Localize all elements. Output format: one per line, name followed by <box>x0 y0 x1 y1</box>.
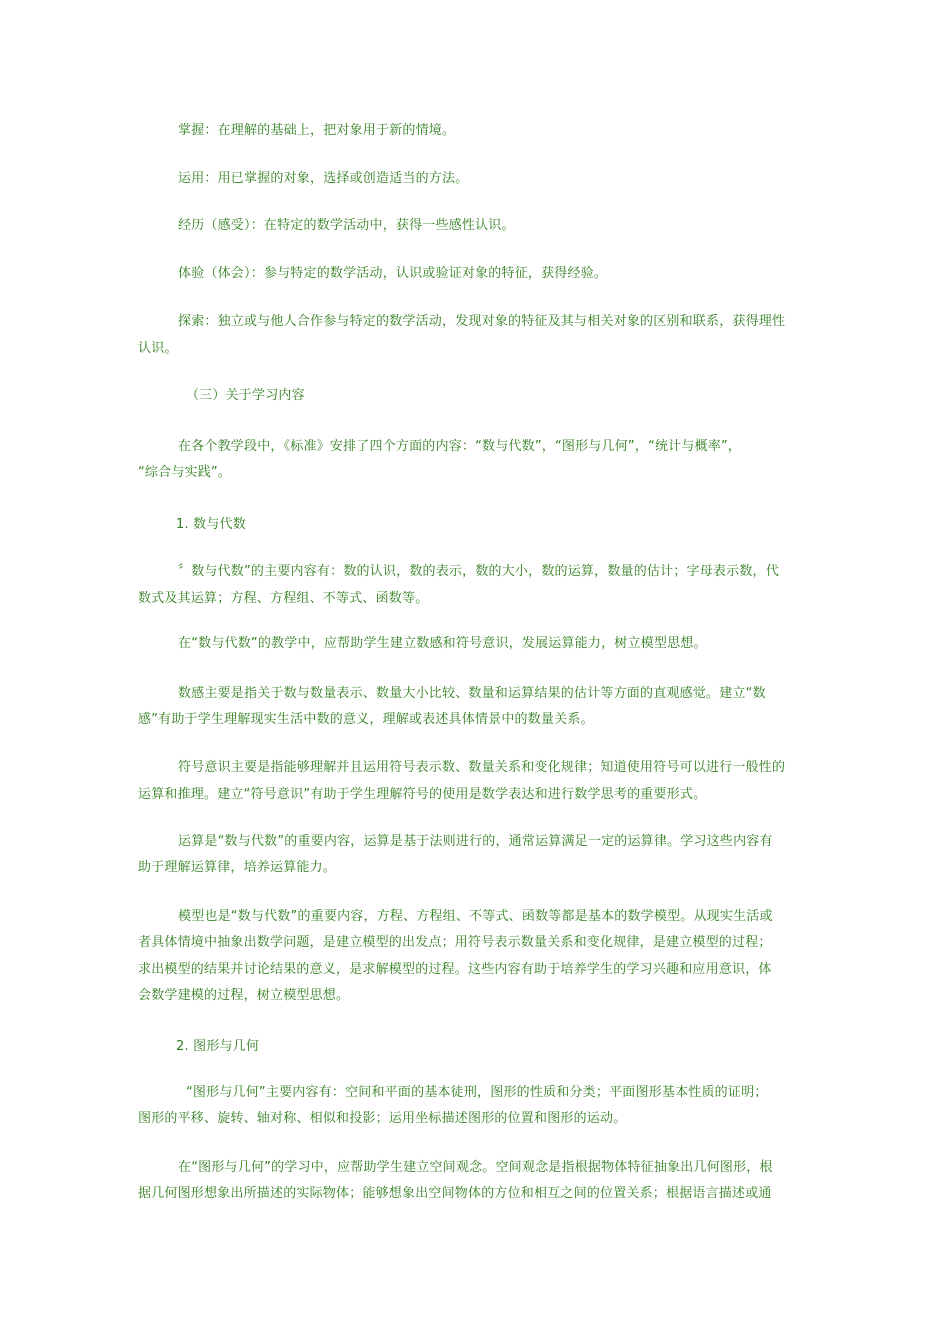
text-line: 在各个教学段中，《标准》安排了四个方面的内容：“数与代数”，“图形与几何”，“统计与概率”， <box>178 439 742 454</box>
text-line: 〞数与代数”的主要内容有：数的认识，数的表示，数的大小，数的运算，数量的估计；字母表示数，代 <box>178 564 779 579</box>
text-line: 会数学建模的过程，树立模型思想。 <box>138 988 350 1003</box>
text-line: 求出模型的结果并讨论结果的意义，是求解模型的过程。这些内容有助于培养学生的学习兴趣和应用意识，体 <box>138 962 772 977</box>
text-line: 运算和推理。建立“符号意识”有助于学生理解符号的使用是数学表达和进行数学思考的重要形式。 <box>138 787 707 802</box>
text-line: 掌握：在理解的基础上，把对象用于新的情境。 <box>178 123 456 138</box>
text-line: 探索：独立或与他人合作参与特定的数学活动，发现对象的特征及其与相关对象的区别和联系，获得理性 <box>178 314 786 329</box>
text-line: 图形的平移、旋转、轴对称、相似和投影；运用坐标描述图形的位置和图形的运动。 <box>138 1111 627 1126</box>
text-line: 助于理解运算律，培养运算能力。 <box>138 860 337 875</box>
text-line: “图形与几何”主要内容有：空间和平面的基本徒刑，图形的性质和分类；平面图形基本性质的证明； <box>186 1085 768 1100</box>
text-line: 经历（感受）：在特定的数学活动中，获得一些感性认识。 <box>178 218 515 233</box>
text-line: 模型也是“数与代数”的重要内容，方程、方程组、不等式、函数等都是基本的数学模型。从现实生活或 <box>178 909 773 924</box>
text-line: 在“数与代数”的教学中，应帮助学生建立数感和符号意识，发展运算能力，树立模型思想。 <box>178 636 707 651</box>
section-heading: （三）关于学习内容 <box>186 388 305 403</box>
text-line: 者具体情境中抽象出数学问题，是建立模型的出发点；用符号表示数量关系和变化规律，是建立模型的过程； <box>138 935 772 950</box>
text-line: 符号意识主要是指能够理解并且运用符号表示数、数量关系和变化规律；知道使用符号可以进行一般性的 <box>178 760 786 775</box>
text-line: 据几何图形想象出所描述的实际物体；能够想象出空间物体的方位和相互之间的位置关系；根据语言描述或通 <box>138 1186 772 1201</box>
text-line: 体验（体会）：参与特定的数学活动，认识或验证对象的特征，获得经验。 <box>178 266 608 281</box>
text-line: “综合与实践”。 <box>138 465 232 480</box>
text-line: 在“图形与几何”的学习中，应帮助学生建立空间观念。空间观念是指根据物体特征抽象出几何图形，根 <box>178 1160 773 1175</box>
subsection-heading: 1. 数与代数 <box>176 517 246 532</box>
text-line: 数感主要是指关于数与数量表示、数量大小比较、数量和运算结果的估计等方面的直观感觉。建立“数 <box>178 686 766 701</box>
text-line: 运算是“数与代数”的重要内容，运算是基于法则进行的，通常运算满足一定的运算律。学习这些内容有 <box>178 834 773 849</box>
text-line: 认识。 <box>138 341 178 356</box>
text-line: 感”有助于学生理解现实生活中数的意义，理解或表述具体情景中的数量关系。 <box>138 712 594 727</box>
text-line: 数式及其运算；方程、方程组、不等式、函数等。 <box>138 591 429 606</box>
text-line: 运用：用已掌握的对象，选择或创造适当的方法。 <box>178 171 469 186</box>
subsection-heading: 2. 图形与几何 <box>176 1039 260 1054</box>
